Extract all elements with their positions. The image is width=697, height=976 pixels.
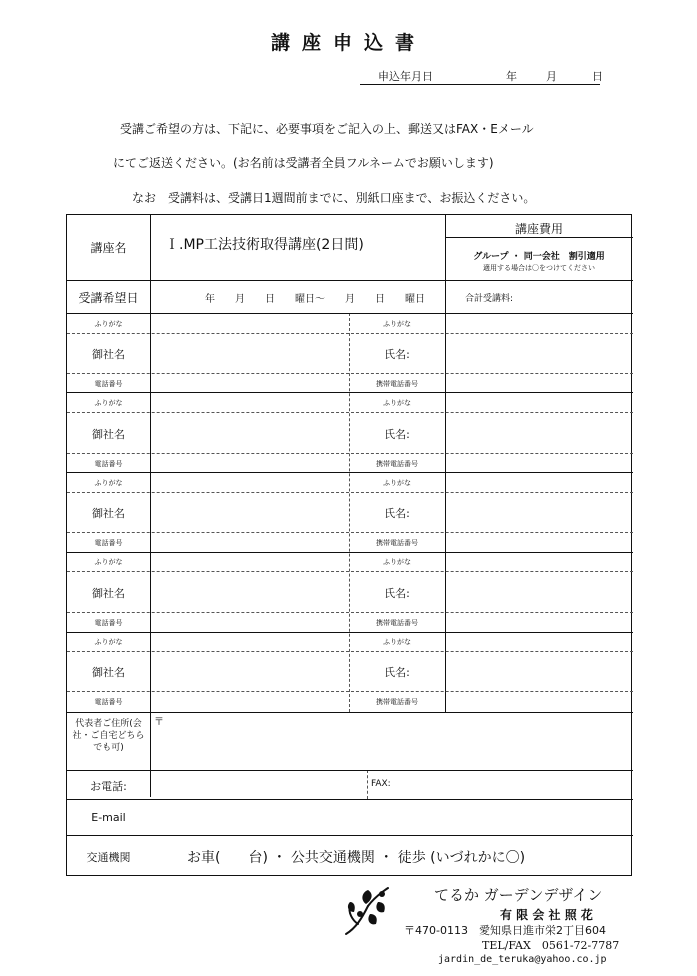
company-label: 御社名 (92, 666, 125, 679)
application-date-line[interactable] (360, 66, 603, 85)
transport-options[interactable]: お車( 台) ・ 公共交通機関 ・ 徒歩 (いづれかに〇) (187, 850, 526, 866)
discount-option[interactable]: グループ ・ 同一会社 割引適用 (473, 252, 605, 262)
phone-label: 電話番号 (94, 380, 123, 388)
name-label: 氏名: (384, 507, 410, 520)
grid-line (67, 333, 633, 334)
company-address: 〒470-0113 愛知県日進市栄2丁目604 (404, 924, 606, 937)
date-field[interactable]: 年 月 日 曜日～ 月 日 曜日 (205, 294, 425, 305)
phone-label: 電話番号 (94, 698, 123, 706)
furigana-label: ふりがな (383, 479, 411, 487)
furigana-label: ふりがな (94, 638, 123, 646)
fee-label: 講座費用 (514, 222, 563, 236)
company-label: 御社名 (92, 507, 125, 520)
grid-line (67, 453, 633, 454)
postal-mark: 〒 (154, 717, 164, 728)
name-label: 氏名: (384, 587, 410, 600)
name-label: 氏名: (384, 666, 410, 679)
grid-line (67, 770, 633, 771)
grid-line (67, 472, 633, 473)
grid-line (67, 373, 633, 374)
furigana-label: ふりがな (94, 558, 123, 566)
grid-line (67, 280, 633, 281)
name-label: 氏名: (384, 348, 410, 361)
furigana-label: ふりがな (94, 479, 123, 487)
flower-logo-icon (340, 884, 392, 940)
application-date-label: 申込年月日 (378, 70, 433, 83)
grid-line (67, 799, 633, 800)
company-name: 有 限 会 社 照 花 (500, 908, 593, 922)
intro-line-1: 受講ご希望の方は、下記に、必要事項をご記入の上、郵送又はFAX・Eメール (120, 122, 534, 136)
grid-line (67, 392, 633, 393)
mobile-label: 携帯電話番号 (376, 380, 418, 388)
phone-label: 電話番号 (94, 619, 123, 627)
grid-line (67, 532, 633, 533)
grid-line (367, 770, 368, 799)
grid-line (150, 215, 151, 797)
discount-note: 適用する場合は〇をつけてください (483, 264, 595, 272)
mobile-label: 携帯電話番号 (376, 619, 418, 627)
grid-line (445, 237, 633, 238)
company-telfax: TEL/FAX 0561-72-7787 (482, 939, 620, 952)
tel-label: お電話: (90, 780, 127, 793)
page-title: 講座申込書 (270, 32, 426, 54)
grid-line (67, 313, 633, 314)
grid-line (67, 651, 633, 652)
transport-label: 交通機関 (86, 851, 131, 864)
furigana-label: ふりがな (94, 399, 123, 407)
furigana-label: ふりがな (383, 638, 411, 646)
furigana-label: ふりがな (383, 399, 411, 407)
company-email[interactable]: jardin_de_teruka@yahoo.co.jp (438, 954, 607, 965)
furigana-label: ふりがな (94, 320, 123, 328)
grid-line (67, 712, 633, 713)
phone-label: 電話番号 (94, 460, 123, 468)
company-label: 御社名 (92, 428, 125, 441)
grid-line (67, 612, 633, 613)
company-label: 御社名 (92, 587, 125, 600)
intro-line-3: なお 受講料は、受講日1週間前までに、別紙口座まで、お振込ください。 (132, 191, 536, 205)
grid-line (67, 552, 633, 553)
day-label: 日 (592, 70, 603, 83)
fax-label: FAX: (371, 779, 391, 789)
grid-line (67, 691, 633, 692)
year-label: 年 (506, 70, 517, 83)
intro-line-2: にてご返送ください。(お名前は受講者全員フルネームでお願いします) (113, 156, 494, 170)
course-name: Ｉ.MP工法技術取得講座(2日間) (165, 237, 364, 253)
address-label: 代表者ご住所(会社・ご自宅どちらでも可) (72, 719, 145, 753)
application-form (66, 214, 632, 876)
grid-line (67, 835, 633, 836)
mobile-label: 携帯電話番号 (376, 460, 418, 468)
company-name-kana: てるか ガーデンデザイン (434, 886, 603, 904)
course-label: 講座名 (90, 241, 127, 255)
mobile-label: 携帯電話番号 (376, 539, 418, 547)
grid-line (67, 412, 633, 413)
furigana-label: ふりがな (383, 320, 411, 328)
furigana-label: ふりがな (383, 558, 411, 566)
date-label: 受講希望日 (78, 291, 139, 305)
mobile-label: 携帯電話番号 (376, 698, 418, 706)
grid-line (67, 492, 633, 493)
company-label: 御社名 (92, 348, 125, 361)
grid-line (67, 632, 633, 633)
grid-line (67, 571, 633, 572)
month-label: 月 (546, 70, 557, 83)
name-label: 氏名: (384, 428, 410, 441)
email-label: E-mail (91, 811, 126, 824)
total-fee-label: 合計受講料: (465, 294, 514, 304)
phone-label: 電話番号 (94, 539, 123, 547)
